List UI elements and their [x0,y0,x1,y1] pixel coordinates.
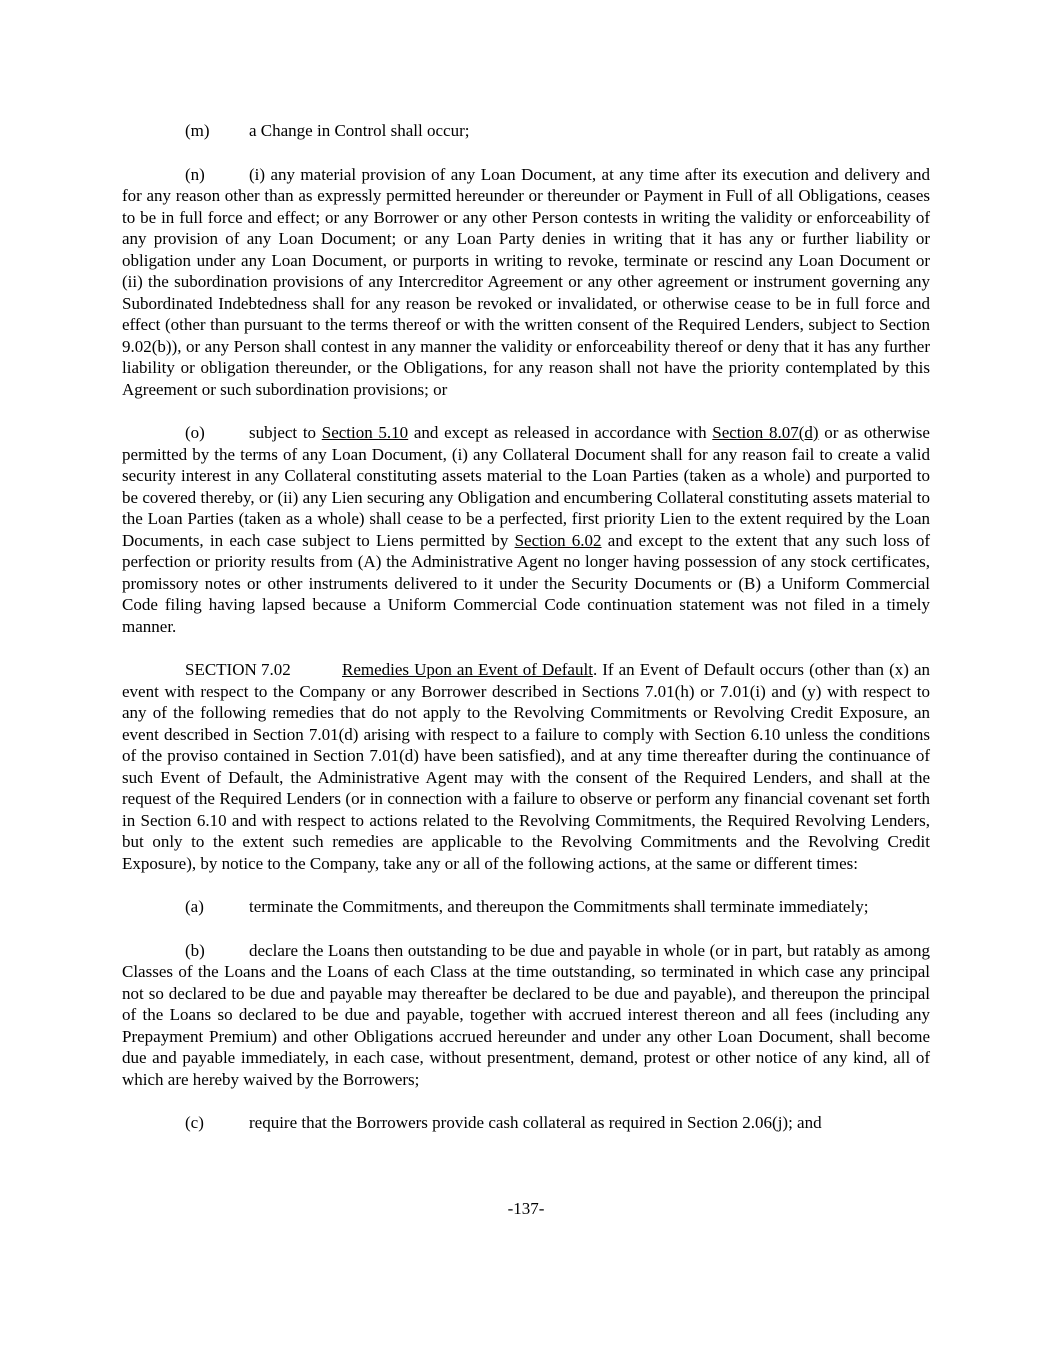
list-item-paragraph [122,120,930,142]
text-run: subject to [249,423,322,442]
text-run: require that the Borrowers provide cash collateral as required in Section 2.06(j); and [249,1113,822,1132]
list-item-paragraph [122,164,930,401]
list-item-paragraph [122,422,930,637]
paragraph-label: (b) [185,940,205,960]
list-item-paragraph [122,940,930,1091]
body-text [122,120,930,1134]
underlined-section-reference: Remedies Upon an Event of Default [342,660,593,679]
paragraph-label: (c) [185,1113,204,1132]
underlined-section-reference: Section 5.10 [321,423,409,442]
text-run: and except to the extent that any such loss of perfection or priority results from (A) the Administrative Agent no longer having possession of any stock certificates, promissory notes or other instruments delivered to it under the Security Documents or (B) a Uniform Commercial Code filing having lapsed because a Uniform Commercial Code continuation statement was not filed in a timely manner. [122,530,930,636]
text-run: . If an Event of Default occurs (other than (x) an event with respect to the Company or any Borrower described in Sections 7.01(h) or 7.01(i) and (y) with respect to any of the following remedies that do not apply to the Revolving Commitments or Revolving Credit Exposure, an event described in Section 7.01(d) arising with respect to a failure to comply with Section 6.10 unless the conditions of the proviso contained in Section 7.01(d) have been satisfied), and at any time thereafter during the continuance of such Event of Default, the Administrative Agent may with the consent of the Required Lenders, and shall at the request of the Required Lenders (or in connection with a failure to observe or perform any financial covenant set forth in Section 6.10 and with respect to actions related to the Revolving Commitments, the Required Revolving Lenders, but only to the extent such remedies are applicable to the Revolving Commitments and the Revolving Credit Exposure), by notice to the Company, take any or all of the following actions, at the same or different times: [122,660,930,873]
paragraph-label: SECTION 7.02 [185,660,291,679]
page-number: -137- [507,1198,545,1218]
list-item-paragraph [122,896,930,918]
paragraph-label: (o) [185,423,205,442]
section-heading-paragraph [122,659,930,874]
underlined-section-reference: Section 8.07(d) [712,423,819,442]
text-run: and except as released in accordance with [408,423,713,442]
text-run: declare the Loans then outstanding to be due and payable in whole (or in part, but ratably as among Classes of the Loans and the Loans of each Class at the time outstanding, so terminated in which case any principal not so declared to be due and payable may thereafter be declared to be due and payable), and thereupon the principal of the Loans so declared to be due and payable, together with accrued interest thereon and all fees (including any Prepayment Premium) and other Obligations accrued hereunder and under any other Loan Document, shall become due and payable immediately, in each case, without presentment, demand, protest or other notice of any kind, all of which are hereby waived by the Borrowers; [122,940,930,1089]
underlined-section-reference: Section 6.02 [514,530,602,550]
text-run: (i) any material provision of any Loan Document, at any time after its execution and delivery and for any reason other than as expressly permitted hereunder or thereunder or Payment in Full of all Obligations, ceases to be in full force and effect; or any Borrower or any other Person contests in writing the validity or enforceability of any provision of any Loan Document; or any Loan Party denies in writing that it has any or further liability or obligation under any Loan Document, or purports in writing to revoke, terminate or rescind any Loan Document or (ii) the subordination provisions of any Intercreditor Agreement or any other agreement or instrument governing any Subordinated Indebtedness shall for any reason be revoked or invalidated, or otherwise cease to be in full force and effect (other than pursuant to the terms thereof or with the written consent of the Required Lenders, subject to Section 9.02(b)), or any Person shall contest in any manner the validity or enforceability thereof or deny that it has any further liability or obligation thereunder, or the Obligations, for any reason shall not have the priority contemplated by this Agreement or such subordination provisions; or [122,164,930,399]
text-run: a Change in Control shall occur; [249,121,470,140]
list-item-paragraph [122,1112,930,1134]
paragraph-label: (a) [185,897,204,916]
text-run: or as otherwise permitted by the terms of any Loan Document, (i) any Collateral Document shall for any reason fail to create a valid security interest in any Collateral constituting assets material to the Loan Parties (taken as a whole) and purported to be covered thereby, or (ii) any Lien securing any Obligation and encumbering Collateral constituting assets material to the Loan Parties (taken as a whole) shall cease to be a perfected, first priority Lien to the extent required by the Loan Documents, in each case subject to Liens permitted by [122,423,930,550]
text-run: terminate the Commitments, and thereupon the Commitments shall terminate immediately; [249,897,869,916]
paragraph-label: (m) [185,121,210,140]
paragraph-label: (n) [185,164,205,184]
